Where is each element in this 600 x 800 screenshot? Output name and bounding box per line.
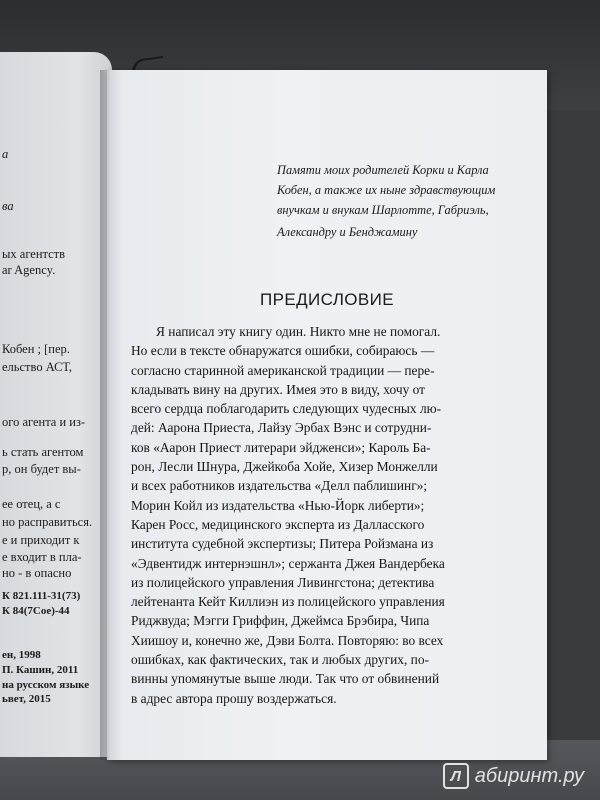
left-page — [0, 52, 112, 757]
left-page-line: е и приходит к — [2, 533, 80, 547]
epigraph-line: Памяти моих родителей Корки и Карла — [277, 163, 489, 177]
preface-line: и всех работников издательства «Делл паблишинг»; — [131, 478, 428, 494]
left-page-line: К 84(7Сое)-44 — [2, 605, 70, 617]
preface-line: рон, Лесли Шнура, Джейкоба Хойе, Хизер Монжелли — [131, 459, 438, 475]
preface-line: согласно старинной американской традиции — пере- — [131, 362, 435, 378]
left-page-line: П. Кашин, 2011 — [2, 664, 79, 676]
left-page-line: на русском языке — [2, 679, 90, 691]
epigraph-line: внучкам и внукам Шарлотте, Габриэль, — [277, 203, 489, 217]
left-page-line: а — [2, 147, 9, 161]
epigraph — [277, 160, 539, 242]
preface-line: дей: Аарона Приеста, Лайзу Эрбах Вэнс и сотрудни- — [131, 420, 432, 436]
left-page-line: Кобен ; [пер. — [2, 342, 70, 356]
left-page-line: ого агента и из- — [2, 415, 86, 429]
preface-line: «Эдвентидж интернэшнл»; сержанта Джея Вандербека — [131, 555, 445, 571]
preface-line: Я написал эту книгу один. Никто мне не помогал. — [156, 324, 441, 339]
preface-line: Карен Росс, медицинского эксперта из Далласского — [131, 516, 425, 532]
preface-line: в адрес автора прошу воздержаться. — [131, 690, 337, 706]
chapter-heading: ПРЕДИСЛОВИЕ — [259, 290, 395, 309]
preface-line: кладывать вину на других. Имея это в виду, хочу от — [131, 381, 425, 397]
book-gutter — [100, 70, 122, 760]
preface-line: винны упомянутые выше люди. Так что от обвинений — [131, 671, 440, 687]
left-page-line: ьвет, 2015 — [2, 693, 51, 705]
left-page-line: е входит в пла- — [2, 550, 82, 564]
epigraph-line: Александру и Бенджамину — [277, 225, 418, 239]
preface-line: Но если в тексте обнаружатся ошибки, собираюсь — — [131, 343, 435, 359]
left-page-line: ее отец, а с — [2, 497, 61, 511]
preface-line: ков «Аарон Приест литерари эйдженси»; Кароль Ба- — [131, 439, 431, 455]
watermark-text: абиринт.ру — [474, 764, 584, 787]
left-page-line: ar Agency. — [2, 263, 56, 277]
left-page-line: ь стать агентом — [2, 445, 84, 459]
preface-line: ошибках, как фактических, так и любых других, по- — [131, 652, 429, 668]
left-page-line: К 821.111-31(73) — [2, 590, 81, 602]
preface-line: Хиишоу и, конечно же, Дэви Болта. Повторяю: во всех — [131, 632, 444, 648]
preface-line: лейтенанта Кейт Киллиэн из полицейского управления — [131, 594, 445, 610]
labirint-logo-icon: Л — [443, 763, 469, 789]
left-page-line: но расправиться. — [2, 515, 93, 529]
epigraph-line: Кобен, а также их ныне здравствующим — [277, 183, 496, 197]
left-page-line: р, он будет вы- — [2, 462, 81, 476]
preface-text — [131, 322, 543, 708]
left-page-line: ва — [2, 199, 14, 213]
preface-line: института судебной экспертизы; Питера Ройзмана из — [131, 536, 434, 552]
preface-line: из полицейского управления Ливингстона; детектива — [131, 574, 435, 590]
preface-line: всего сердца поблагодарить следующих чудесных лю- — [131, 401, 442, 417]
preface-line: Морин Койл из издательства «Нью-Йорк либерти»; — [131, 497, 425, 513]
left-page-line: но - в опасно — [2, 566, 72, 580]
preface-line: Риджвуда; Мэгги Гриффин, Джеймса Брэбира, Чипа — [131, 613, 430, 629]
labirint-watermark — [443, 762, 584, 790]
left-page-line: ен, 1998 — [2, 649, 41, 661]
left-page-line: ых агентств — [2, 247, 66, 261]
left-page-line: ельство АСТ, — [2, 360, 72, 374]
right-page — [107, 70, 547, 760]
